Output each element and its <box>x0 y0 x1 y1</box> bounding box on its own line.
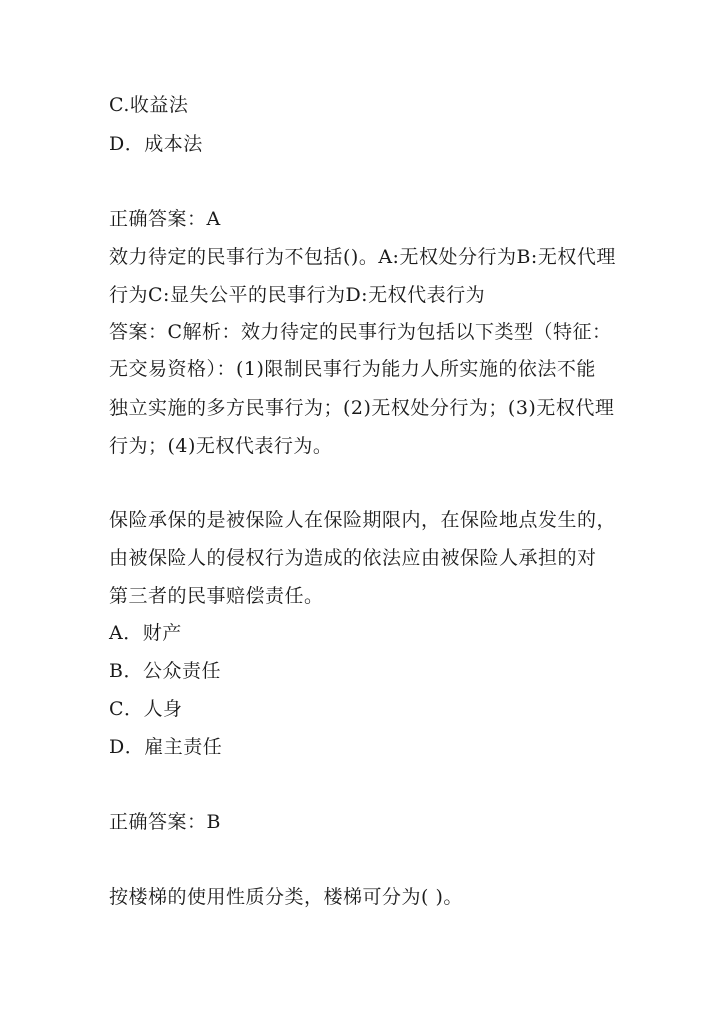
q3-option-c: C．人身 <box>109 698 183 720</box>
q2-explanation-line-2: 无交易资格）：(1)限制民事行为能力人所实施的依法不能 <box>109 358 596 380</box>
q1-option-c: C.收益法 <box>109 94 189 116</box>
q3-question-line-1: 保险承保的是被保险人在保险期限内，在保险地点发生的， <box>109 509 617 531</box>
q2-question-line-2: 行为C:显失公平的民事行为D:无权代表行为 <box>109 284 486 306</box>
q2-question-line-1: 效力待定的民事行为不包括()。A:无权处分行为B:无权代理 <box>109 246 616 268</box>
q3-question-line-3: 第三者的民事赔偿责任。 <box>109 585 324 607</box>
q3-answer: 正确答案：B <box>109 811 221 833</box>
q2-explanation-line-4: 行为；(4)无权代表行为。 <box>109 435 333 457</box>
q3-option-d: D．雇主责任 <box>109 736 223 758</box>
q1-answer: 正确答案：A <box>109 208 221 230</box>
q1-option-d: D．成本法 <box>109 133 203 155</box>
q3-question-line-2: 由被保险人的侵权行为造成的依法应由被保险人承担的对 <box>109 547 597 569</box>
q4-question-line-1: 按楼梯的使用性质分类，楼梯可分为( )。 <box>109 886 463 908</box>
q3-option-a: A．财产 <box>109 622 182 644</box>
q2-explanation-line-1: 答案：C解析：效力待定的民事行为包括以下类型（特征： <box>109 321 612 343</box>
q3-option-b: B．公众责任 <box>109 660 221 682</box>
q2-explanation-line-3: 独立实施的多方民事行为；(2)无权处分行为；(3)无权代理 <box>109 397 615 419</box>
